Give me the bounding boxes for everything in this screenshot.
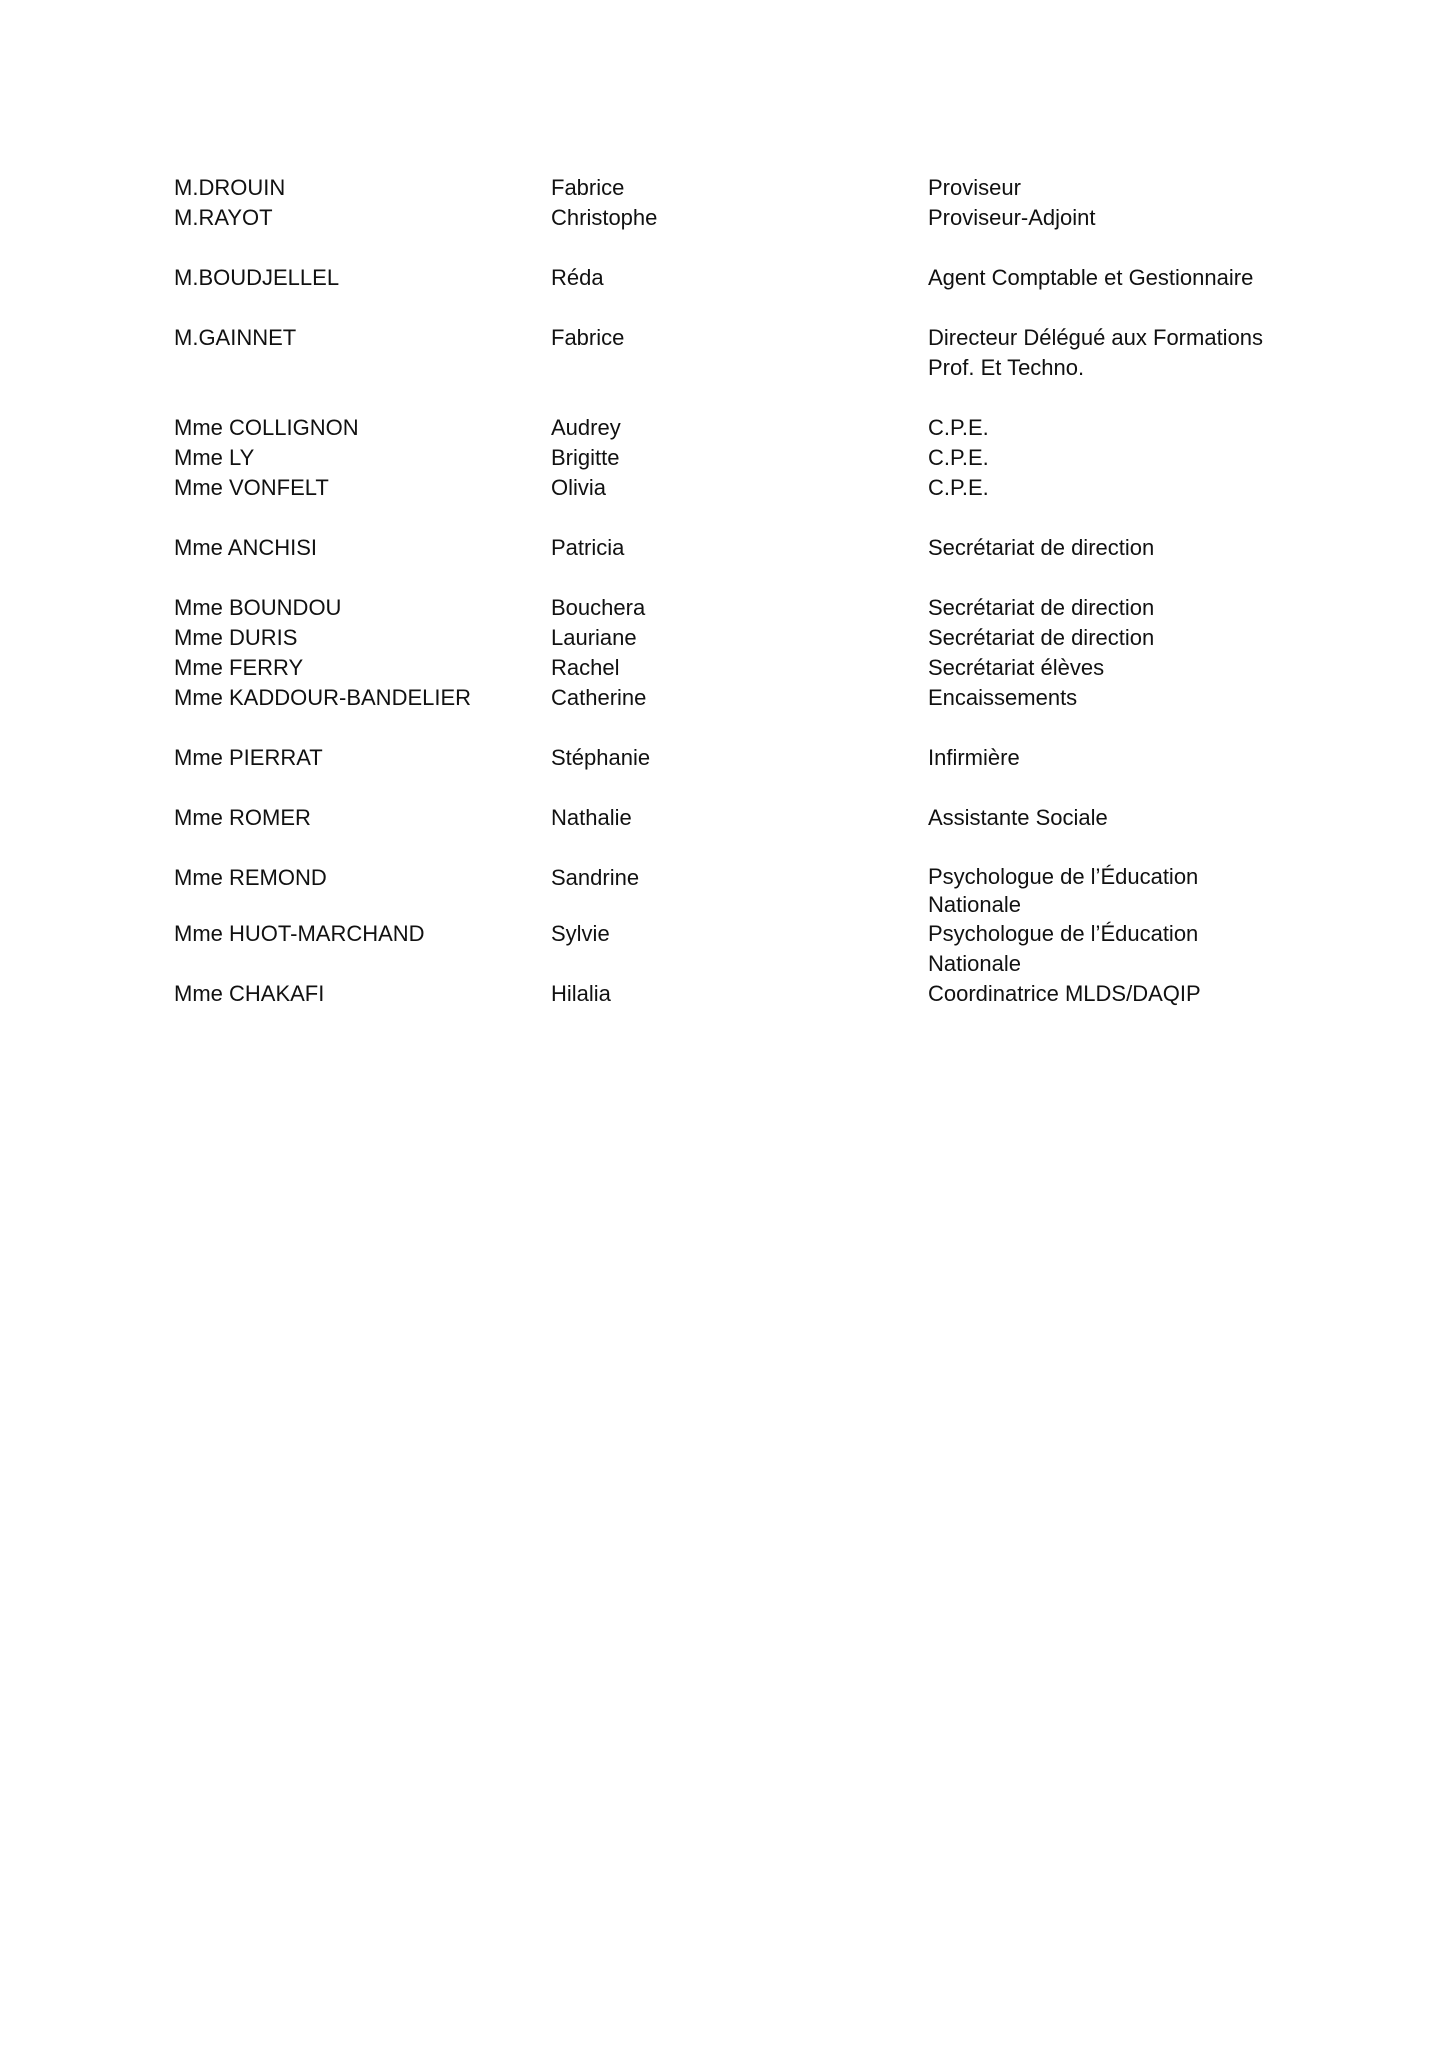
staff-role-line: Secrétariat de direction xyxy=(928,625,1155,650)
spacer xyxy=(174,833,1304,863)
staff-role-line: Nationale xyxy=(928,951,1021,976)
staff-role xyxy=(928,863,1304,919)
staff-row xyxy=(174,263,1304,293)
spacer xyxy=(174,233,1304,263)
spacer xyxy=(174,713,1304,743)
staff-row xyxy=(174,173,1304,203)
staff-role-line: Prof. Et Techno. xyxy=(928,355,1085,380)
staff-name: Mme FERRY xyxy=(174,655,304,680)
staff-first-name: Sylvie xyxy=(551,921,610,946)
staff-first-name: Fabrice xyxy=(551,325,625,350)
staff-role-line: Encaissements xyxy=(928,685,1078,710)
staff-name: Mme ROMER xyxy=(174,805,311,830)
staff-role xyxy=(928,593,1304,623)
staff-name: Mme HUOT-MARCHAND xyxy=(174,921,425,946)
staff-first-name: Rachel xyxy=(551,655,620,680)
staff-role-line: Proviseur-Adjoint xyxy=(928,205,1096,230)
staff-role xyxy=(928,323,1304,383)
staff-role xyxy=(928,979,1304,1009)
staff-first-name: Bouchera xyxy=(551,595,646,620)
staff-role-line: C.P.E. xyxy=(928,445,989,470)
staff-first-name: Fabrice xyxy=(551,175,625,200)
staff-name: Mme LY xyxy=(174,445,255,470)
staff-first-name: Réda xyxy=(551,265,604,290)
staff-role-line: C.P.E. xyxy=(928,415,989,440)
spacer xyxy=(174,383,1304,413)
staff-first-name: Audrey xyxy=(551,415,621,440)
staff-row xyxy=(174,203,1304,233)
staff-row xyxy=(174,533,1304,563)
staff-role xyxy=(928,533,1304,563)
staff-row xyxy=(174,803,1304,833)
staff-role xyxy=(928,173,1304,203)
staff-role-line: Secrétariat élèves xyxy=(928,655,1105,680)
staff-first-name: Sandrine xyxy=(551,865,640,890)
staff-row xyxy=(174,473,1304,503)
staff-first-name: Hilalia xyxy=(551,981,611,1006)
staff-name: Mme KADDOUR-BANDELIER xyxy=(174,685,472,710)
staff-role-line: Proviseur xyxy=(928,175,1021,200)
staff-role-line: C.P.E. xyxy=(928,475,989,500)
staff-role xyxy=(928,803,1304,833)
staff-row xyxy=(174,443,1304,473)
staff-name: M.RAYOT xyxy=(174,205,273,230)
staff-role-line: Infirmière xyxy=(928,745,1020,770)
staff-role-line: Assistante Sociale xyxy=(928,805,1108,830)
staff-first-name: Patricia xyxy=(551,535,625,560)
staff-row xyxy=(174,323,1304,383)
spacer xyxy=(174,293,1304,323)
staff-role xyxy=(928,683,1304,713)
staff-role xyxy=(928,413,1304,443)
staff-row xyxy=(174,413,1304,443)
staff-first-name: Nathalie xyxy=(551,805,632,830)
staff-row xyxy=(174,863,1304,919)
staff-role-line: Agent Comptable et Gestionnaire xyxy=(928,265,1254,290)
staff-role xyxy=(928,203,1304,233)
staff-first-name: Brigitte xyxy=(551,445,620,470)
staff-name: Mme BOUNDOU xyxy=(174,595,342,620)
staff-row xyxy=(174,979,1304,1009)
staff-name: M.BOUDJELLEL xyxy=(174,265,340,290)
staff-role xyxy=(928,919,1304,979)
staff-row xyxy=(174,593,1304,623)
staff-row xyxy=(174,653,1304,683)
staff-name: M.DROUIN xyxy=(174,175,286,200)
staff-role xyxy=(928,653,1304,683)
staff-row xyxy=(174,919,1304,979)
staff-role-line: Psychologue de l’Éducation xyxy=(928,864,1199,889)
spacer xyxy=(174,563,1304,593)
staff-role-line: Secrétariat de direction xyxy=(928,535,1155,560)
staff-name: Mme REMOND xyxy=(174,865,327,890)
staff-name: M.GAINNET xyxy=(174,325,297,350)
staff-name: Mme DURIS xyxy=(174,625,298,650)
staff-row xyxy=(174,683,1304,713)
staff-first-name: Stéphanie xyxy=(551,745,651,770)
staff-role-line: Directeur Délégué aux Formations xyxy=(928,325,1264,350)
staff-role xyxy=(928,623,1304,653)
staff-first-name: Christophe xyxy=(551,205,658,230)
staff-role xyxy=(928,443,1304,473)
staff-first-name: Olivia xyxy=(551,475,607,500)
staff-name: Mme CHAKAFI xyxy=(174,981,325,1006)
spacer xyxy=(174,773,1304,803)
staff-role-line: Secrétariat de direction xyxy=(928,595,1155,620)
staff-role xyxy=(928,263,1304,293)
staff-role xyxy=(928,473,1304,503)
staff-role-line: Coordinatrice MLDS/DAQIP xyxy=(928,981,1201,1006)
staff-list xyxy=(174,173,1304,1009)
staff-name: Mme VONFELT xyxy=(174,475,329,500)
staff-name: Mme ANCHISI xyxy=(174,535,318,560)
staff-row xyxy=(174,623,1304,653)
staff-name: Mme PIERRAT xyxy=(174,745,323,770)
staff-name: Mme COLLIGNON xyxy=(174,415,359,440)
staff-first-name: Catherine xyxy=(551,685,647,710)
staff-role-line: Psychologue de l’Éducation xyxy=(928,921,1199,946)
staff-first-name: Lauriane xyxy=(551,625,637,650)
staff-row xyxy=(174,743,1304,773)
spacer xyxy=(174,503,1304,533)
staff-role xyxy=(928,743,1304,773)
staff-role-line: Nationale xyxy=(928,892,1021,917)
